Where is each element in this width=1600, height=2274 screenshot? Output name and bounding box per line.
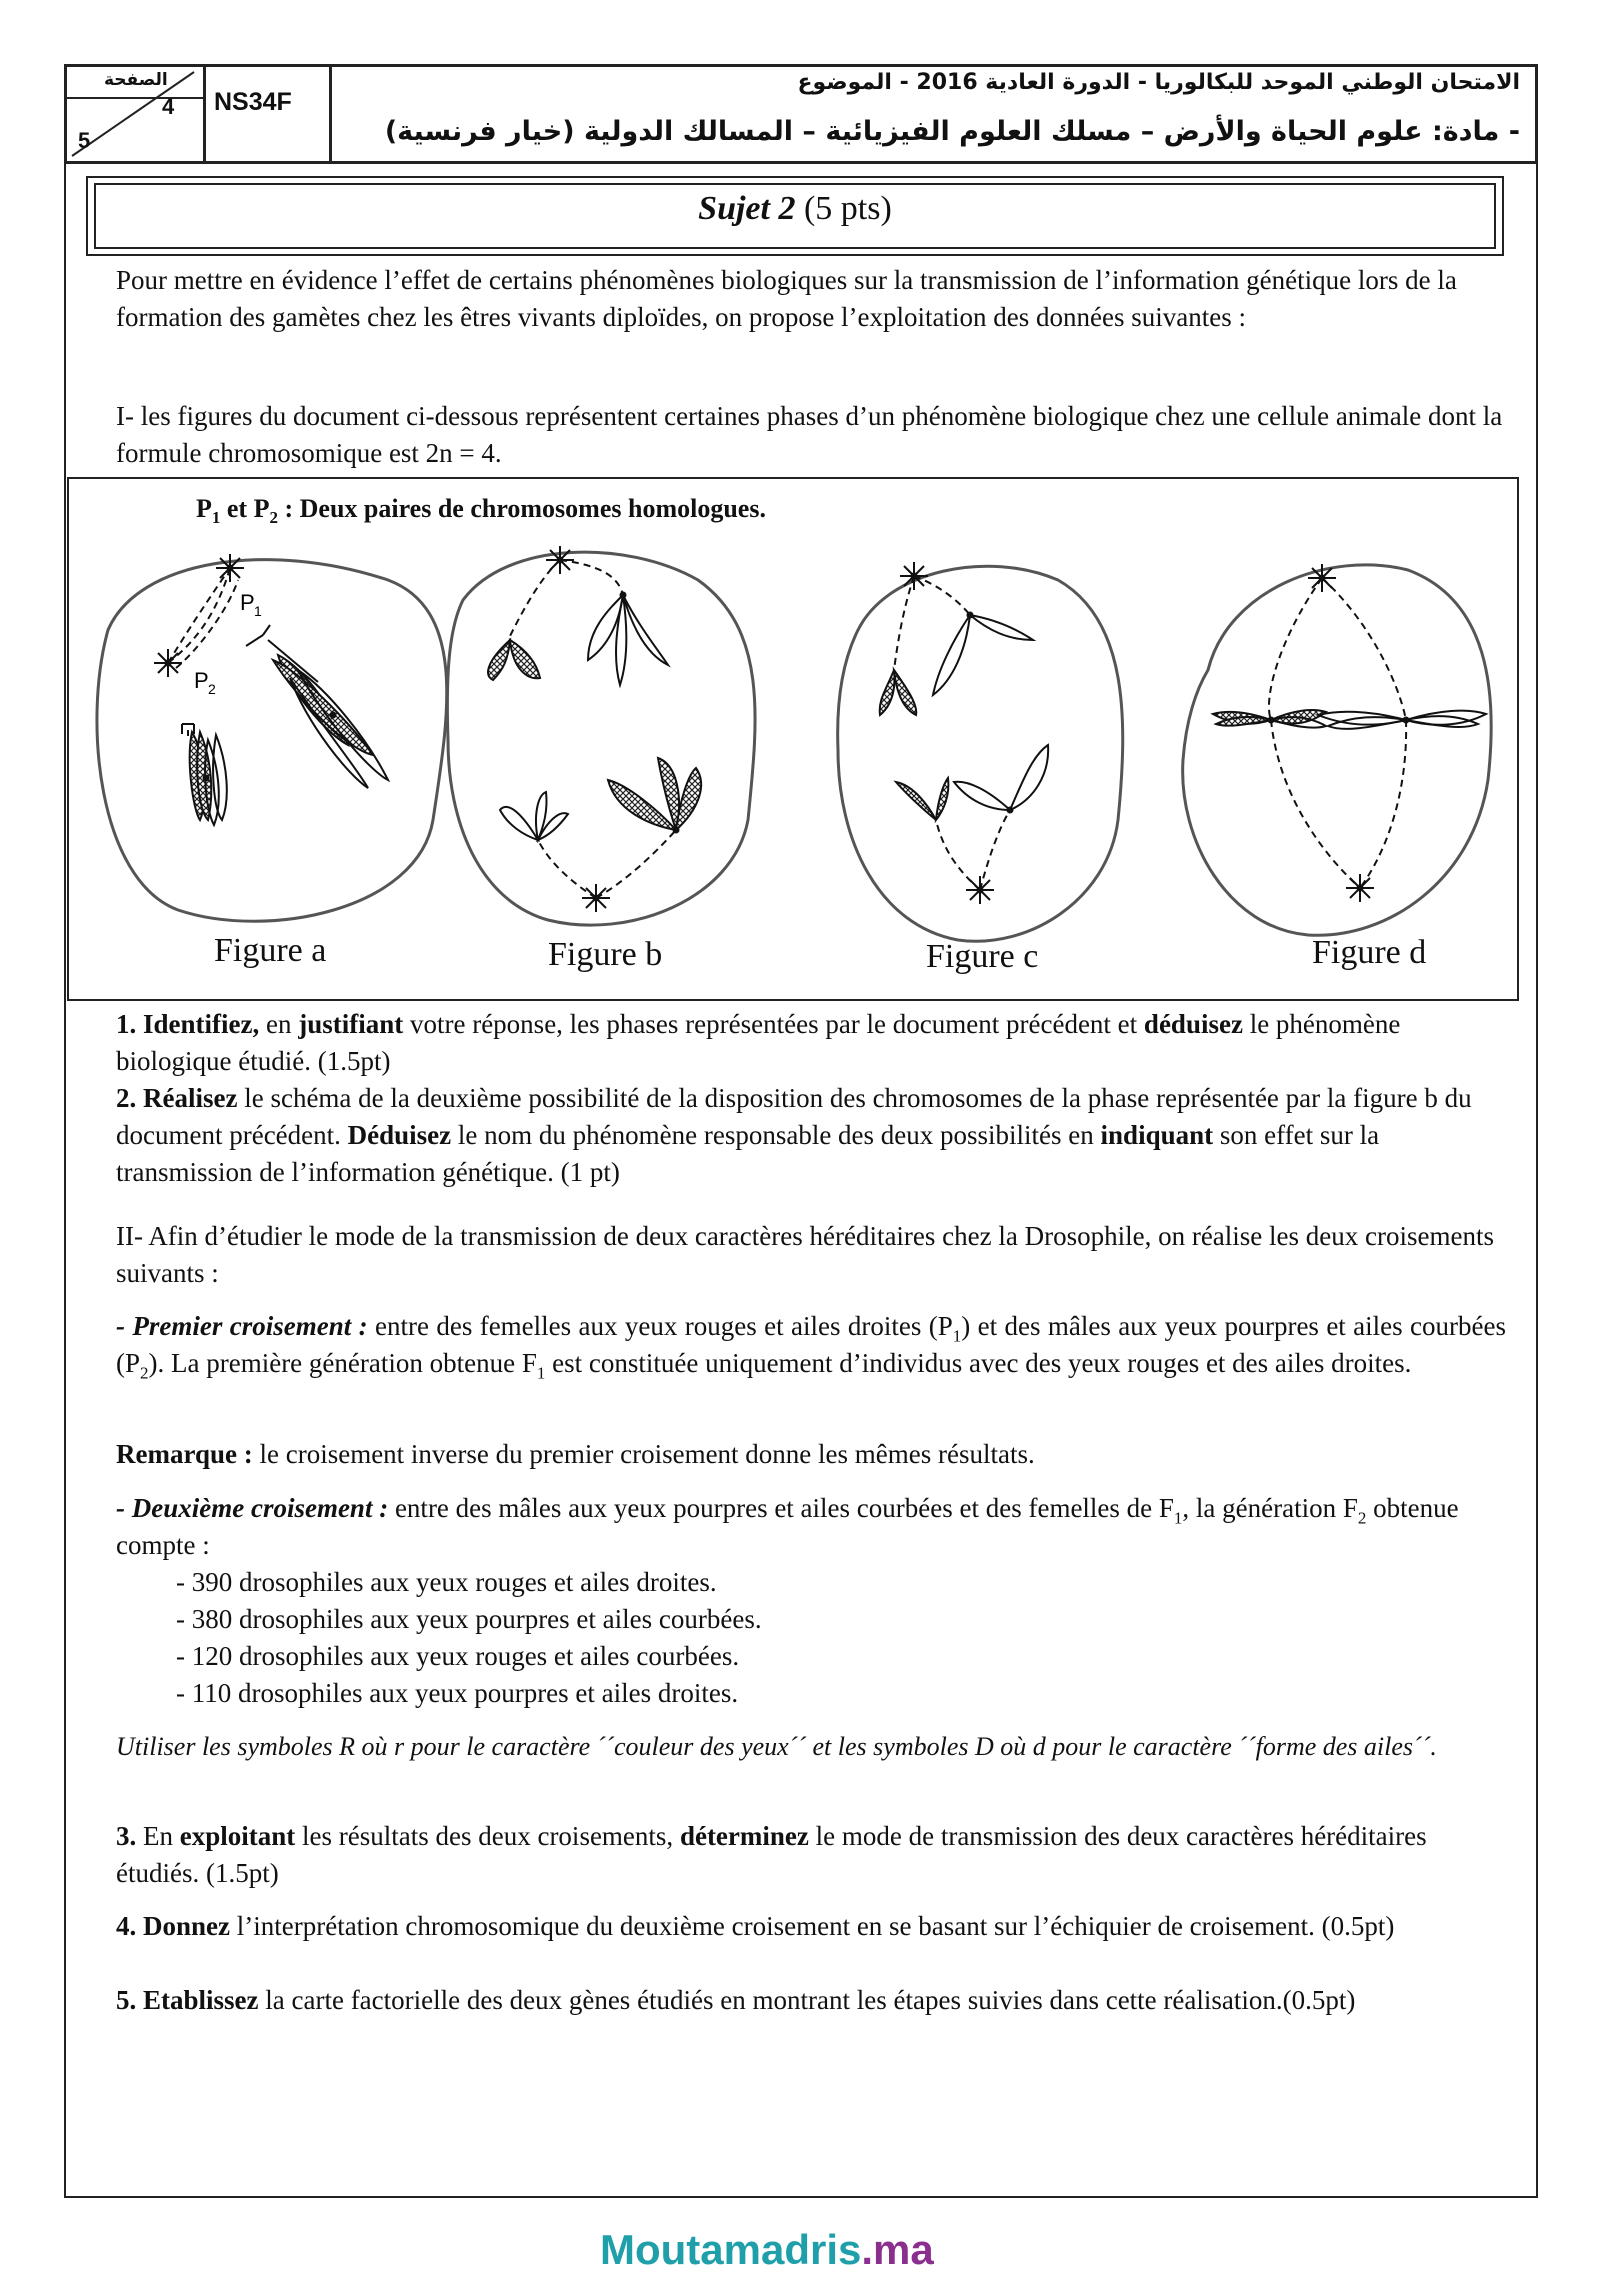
figure-a-label: Figure a	[214, 932, 327, 969]
cross2-sub-1: 1	[1173, 1508, 1183, 1528]
q3-bold-2: déterminez	[679, 1821, 809, 1851]
remark-text: le croisement inverse du premier croisement donne les mêmes résultats.	[252, 1439, 1035, 1469]
figure-d-cell	[1183, 564, 1492, 935]
question-5	[116, 1982, 1506, 2019]
subject-title-arabic: - مادة: علوم الحياة والأرض – مسلك العلوم الفيزيائية – المسالك الدولية (خيار فرنسية)	[384, 116, 1520, 147]
figure-a-cell	[97, 554, 447, 921]
q1-bold-2: déduisez	[1143, 1009, 1243, 1039]
cross1-text-1: entre des femelles aux yeux rouges et ailes droites (P	[367, 1311, 953, 1341]
logo-text: Moutamadris	[600, 2226, 862, 2273]
q1-text-2: votre réponse, les phases représentées par le document précédent et	[403, 1009, 1144, 1039]
q1-number: 1. Identifiez,	[116, 1009, 260, 1039]
question-2	[116, 1080, 1506, 1191]
result-item: - 380 drosophiles aux yeux pourpres et ailes courbées.	[176, 1604, 762, 1634]
cross2-text-1: entre des mâles aux yeux pourpres et ailes courbées et des femelles de F	[388, 1493, 1174, 1523]
page-label: الصفحة	[104, 70, 168, 90]
result-item: - 120 drosophiles aux yeux rouges et ailes courbées.	[176, 1641, 740, 1671]
caption-p: P	[196, 494, 212, 523]
page-total: 5	[78, 128, 91, 153]
caption-rest: : Deux paires de chromosomes homologues.	[277, 494, 766, 523]
cross2-text-3: obtenue compte :	[116, 1493, 1459, 1560]
result-item: - 110 drosophiles aux yeux pourpres et ailes droites.	[176, 1678, 739, 1708]
q1-text-1: en	[259, 1009, 299, 1039]
q2-number: 2. Réalisez	[116, 1083, 238, 1113]
cross1-text-2: ) et des mâles aux yeux pourpres et ailes courbées (P	[116, 1311, 1506, 1378]
q2-bold-2: indiquant	[1100, 1120, 1214, 1150]
results-list	[176, 1564, 762, 1712]
cross1-sub-3: 1	[536, 1363, 546, 1383]
logo-tld: .ma	[861, 2226, 934, 2273]
page-number: 4	[162, 94, 175, 119]
figure-b-label: Figure b	[548, 936, 663, 973]
q3-text-1: En	[136, 1821, 180, 1851]
q2-text-2: le nom du phénomène responsable des deux possibilités en	[451, 1120, 1101, 1150]
q3-text-3: le mode de transmission des deux caractères héréditaires étudiés. (1.5pt)	[116, 1821, 1427, 1888]
figure-c-cell	[838, 562, 1123, 941]
page-indicator	[64, 64, 206, 164]
exam-code-box	[206, 64, 332, 164]
q3-number: 3.	[116, 1821, 137, 1851]
q2-bold-1: Déduisez	[347, 1120, 452, 1150]
remark-paragraph	[116, 1436, 1506, 1473]
caption-et: et P	[220, 494, 270, 523]
q4-text: l’interprétation chromosomique du deuxième croisement en se basant sur l’échiquier de croisement. (0.5pt)	[230, 1911, 1395, 1941]
cross-2-paragraph	[116, 1490, 1506, 1564]
question-4	[116, 1908, 1506, 1945]
exam-code: NS34F	[214, 88, 292, 116]
question-3	[116, 1818, 1506, 1892]
remark-lead: Remarque :	[116, 1439, 253, 1469]
q5-text: la carte factorielle des deux gènes étudiés en montrant les étapes suivies dans cette réalisation.(0.5pt)	[258, 1985, 1356, 2015]
cross1-text-4: est constituée uniquement d’individus avec des yeux rouges et des ailes droites.	[545, 1348, 1412, 1378]
q1-text-3: le phénomène biologique étudié. (1.5pt)	[116, 1009, 1401, 1076]
cell-figures-drawing	[68, 520, 1518, 960]
label-p1-sub: 1	[254, 603, 262, 619]
subject-title	[94, 190, 1496, 228]
caption-sub1: 1	[211, 508, 221, 528]
q3-bold-1: exploitant	[179, 1821, 296, 1851]
symbols-instruction: Utiliser les symboles R où r pour le caractère ´´couleur des yeux´´ et les symboles D où d pour le caractère ´´forme des ailes´´.	[116, 1732, 1437, 1761]
cross1-sub-1: 1	[952, 1326, 962, 1346]
figure-d-label: Figure d	[1312, 934, 1427, 971]
cross2-sub-2: 2	[1357, 1508, 1367, 1528]
part1-intro: I- les figures du document ci-dessous représentent certaines phases d’un phénomène biologique chez une cellule animale dont la formule chromosomique est 2n = 4.	[116, 401, 1503, 468]
label-p2-sub: 2	[208, 681, 216, 697]
cross1-lead: - Premier croisement :	[116, 1311, 368, 1341]
subject-name: Sujet 2	[698, 190, 796, 227]
cross2-lead: - Deuxième croisement :	[116, 1493, 389, 1523]
cross2-text-2: , la génération F	[1182, 1493, 1358, 1523]
result-item: - 390 drosophiles aux yeux rouges et ailes droites.	[176, 1567, 717, 1597]
intro-paragraph: Pour mettre en évidence l’effet de certains phénomènes biologiques sur la transmission de l’information génétique lors de la formation des gamètes chez les êtres vivants diploïdes, on propose l’exploitation des données suivantes :	[116, 265, 1457, 332]
part2-intro: II- Afin d’étudier le mode de la transmission de deux caractères héréditaires chez la Drosophile, on réalise les deux croisements suivants :	[116, 1221, 1494, 1288]
label-p1: P	[240, 590, 255, 615]
exam-title-arabic: الامتحان الوطني الموحد للبكالوريا - الدورة العادية 2016 - الموضوع	[797, 70, 1520, 95]
cross-1-paragraph	[116, 1308, 1506, 1382]
subject-points: (5 pts)	[795, 190, 892, 227]
q1-bold-1: justifiant	[298, 1009, 404, 1039]
q2-text-1: le schéma de la deuxième possibilité de la disposition des chromosomes de la phase représentée par la figure b du document précédent.	[116, 1083, 1472, 1150]
q2-text-3: son effet sur la transmission de l’information génétique. (1 pt)	[116, 1120, 1380, 1187]
label-p2: P	[194, 668, 209, 693]
moutamadris-logo	[600, 2226, 934, 2274]
figure-c-label: Figure c	[926, 938, 1039, 975]
q3-text-2: les résultats des deux croisements,	[295, 1821, 680, 1851]
q4-number: 4. Donnez	[116, 1911, 230, 1941]
figure-b-cell	[447, 546, 755, 925]
cross1-text-3: ). La première génération obtenue F	[148, 1348, 537, 1378]
question-1	[116, 1006, 1506, 1080]
cross1-sub-2: 2	[140, 1363, 149, 1383]
q5-number: 5. Etablissez	[116, 1985, 259, 2015]
caption-sub2: 2	[269, 508, 278, 528]
